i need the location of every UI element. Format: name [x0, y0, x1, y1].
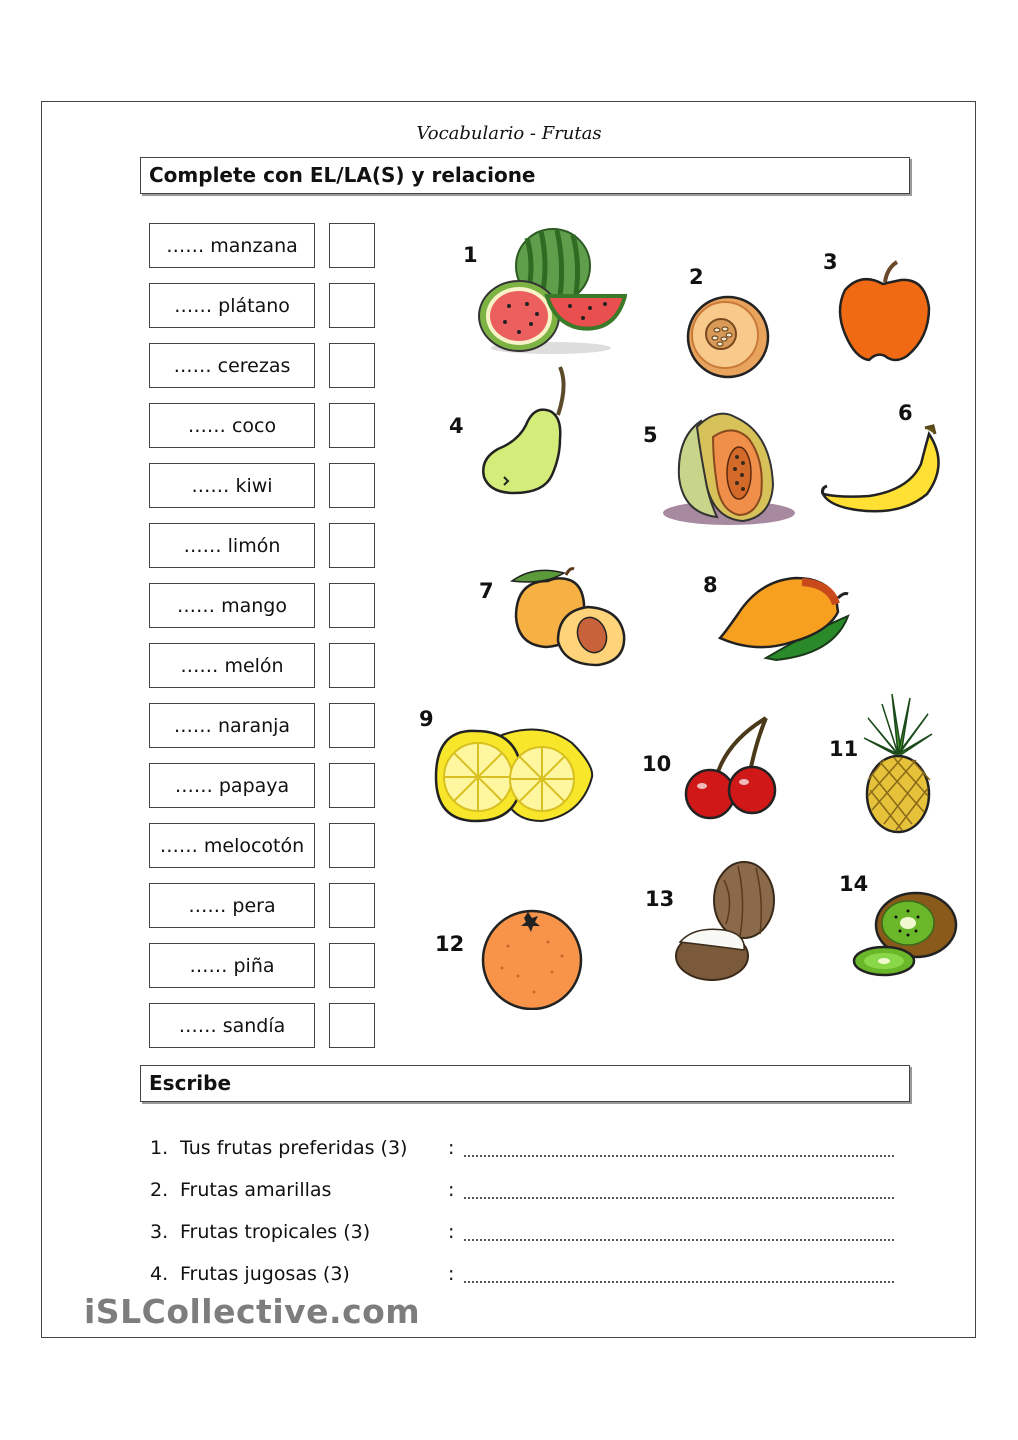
melon-icon: [685, 292, 775, 384]
answer-box[interactable]: [329, 883, 375, 928]
word-box: …… cerezas: [149, 343, 315, 388]
word-box: …… papaya: [149, 763, 315, 808]
question-text: Tus frutas preferidas (3): [180, 1137, 408, 1159]
question-row: [150, 1179, 895, 1209]
coconut-icon: [674, 860, 780, 990]
fruit-number: 3: [823, 250, 838, 274]
section-heading-escribe: Escribe: [140, 1065, 910, 1102]
fruit-number: 6: [898, 401, 913, 425]
pineapple-icon: [862, 684, 936, 834]
word-box: …… naranja: [149, 703, 315, 748]
pear-icon: [474, 365, 574, 497]
question-row: [150, 1221, 895, 1251]
word-box: …… melón: [149, 643, 315, 688]
question-number: 3.: [150, 1221, 169, 1243]
answer-box[interactable]: [329, 763, 375, 808]
answer-box[interactable]: [329, 703, 375, 748]
question-number: 4.: [150, 1263, 169, 1285]
question-text: Frutas jugosas (3): [180, 1263, 350, 1285]
answer-line[interactable]: [464, 1155, 894, 1157]
peach-icon: [508, 565, 630, 671]
answer-box[interactable]: [329, 463, 375, 508]
answer-box[interactable]: [329, 343, 375, 388]
fruit-number: 8: [703, 573, 718, 597]
orange-icon: [478, 906, 586, 1010]
mango-icon: [716, 574, 852, 664]
answer-line[interactable]: [464, 1281, 894, 1283]
answer-box[interactable]: [329, 1003, 375, 1048]
answer-box[interactable]: [329, 283, 375, 328]
fruit-number: 2: [689, 265, 704, 289]
fruit-number: 5: [643, 423, 658, 447]
word-box: …… melocotón: [149, 823, 315, 868]
fruit-number: 12: [435, 932, 465, 956]
fruit-number: 10: [642, 752, 672, 776]
word-box: …… coco: [149, 403, 315, 448]
fruit-number: 9: [419, 707, 434, 731]
question-colon: :: [448, 1137, 455, 1159]
word-box: …… pera: [149, 883, 315, 928]
word-box: …… kiwi: [149, 463, 315, 508]
section-heading-complete: Complete con EL/LA(S) y relacione: [140, 157, 910, 194]
word-box: …… manzana: [149, 223, 315, 268]
word-box: …… limón: [149, 523, 315, 568]
fruit-number: 11: [829, 737, 859, 761]
papaya-icon: [657, 407, 797, 529]
question-number: 1.: [150, 1137, 169, 1159]
question-row: [150, 1137, 895, 1167]
word-box: …… mango: [149, 583, 315, 628]
answer-line[interactable]: [464, 1197, 894, 1199]
kiwi-icon: [852, 889, 960, 981]
answer-box[interactable]: [329, 523, 375, 568]
answer-line[interactable]: [464, 1239, 894, 1241]
answer-box[interactable]: [329, 583, 375, 628]
fruit-number: 4: [449, 414, 464, 438]
fruit-number: 1: [463, 243, 478, 267]
question-row: [150, 1263, 895, 1293]
word-box: …… sandía: [149, 1003, 315, 1048]
page-title: Vocabulario - Frutas: [416, 123, 602, 144]
question-colon: :: [448, 1263, 455, 1285]
question-colon: :: [448, 1221, 455, 1243]
banana-icon: [821, 424, 947, 516]
answer-box[interactable]: [329, 943, 375, 988]
question-number: 2.: [150, 1179, 169, 1201]
word-box: …… piña: [149, 943, 315, 988]
word-box: …… plátano: [149, 283, 315, 328]
answer-box[interactable]: [329, 643, 375, 688]
question-colon: :: [448, 1179, 455, 1201]
watermark: iSLCollective.com: [84, 1292, 421, 1331]
cherries-icon: [682, 712, 780, 822]
fruit-number: 13: [645, 887, 675, 911]
question-text: Frutas tropicales (3): [180, 1221, 371, 1243]
answer-box[interactable]: [329, 823, 375, 868]
lemon-icon: [432, 725, 594, 825]
watermelon-icon: [475, 228, 627, 356]
question-text: Frutas amarillas: [180, 1179, 332, 1201]
fruit-number: 14: [839, 872, 869, 896]
fruit-number: 7: [479, 579, 494, 603]
answer-box[interactable]: [329, 403, 375, 448]
apple-icon: [833, 260, 935, 366]
answer-box[interactable]: [329, 223, 375, 268]
